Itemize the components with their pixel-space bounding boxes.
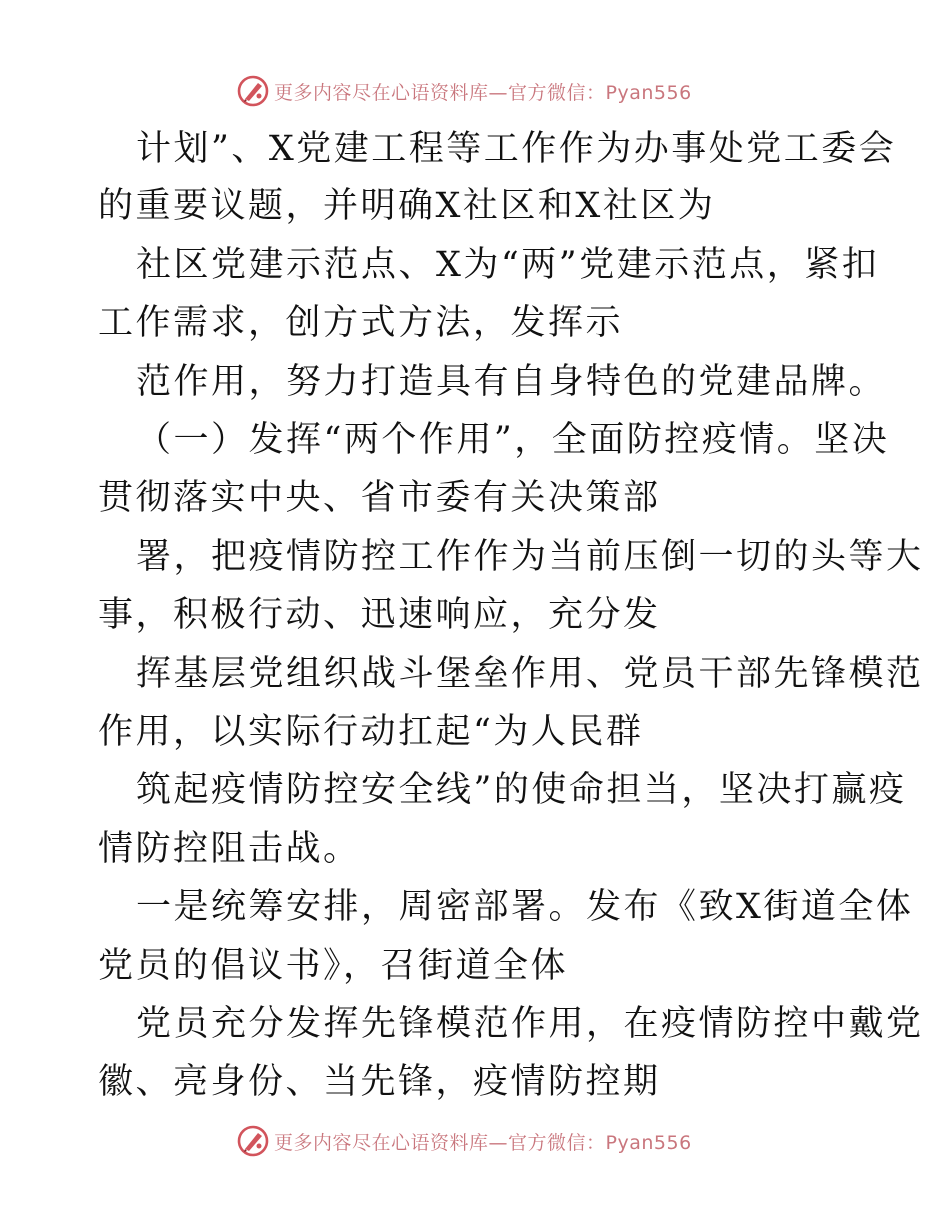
- footer-watermark: [236, 1124, 692, 1158]
- body-line: 计划”、X党建工程等工作作为办事处党工委会: [136, 129, 897, 169]
- body-line: 一是统筹安排，周密部署。发布《致X街道全体: [136, 887, 914, 927]
- body-line: 范作用，努力打造具有自身特色的党建品牌。: [136, 362, 887, 402]
- body-line: 徽、亮身份、当先锋，疫情防控期: [98, 1062, 661, 1102]
- body-line: 事，积极行动、迅速响应，充分发: [98, 595, 661, 635]
- watermark-text: 更多内容尽在心语资料库—官方微信：Pyan556: [274, 81, 692, 104]
- body-line: （一）发挥“两个作用”，全面防控疫情。坚决: [136, 420, 890, 460]
- watermark-text: 更多内容尽在心语资料库—官方微信：Pyan556: [274, 1131, 692, 1154]
- body-line: 党员的倡议书》，召街道全体: [98, 946, 569, 986]
- body-line: 贯彻落实中央、省市委有关决策部: [98, 478, 661, 518]
- body-line: 作用，以实际行动扛起“为人民群: [98, 712, 644, 752]
- body-line: 筑起疫情防控安全线”的使命担当，坚决打赢疫: [136, 770, 907, 810]
- body-line: 情防控阻击战。: [98, 829, 361, 869]
- body-line: 工作需求，创方式方法，发挥示: [98, 303, 624, 343]
- quill-pen-logo-icon: [236, 1124, 270, 1158]
- body-line: 党员充分发挥先锋模范作用，在疫情防控中戴党: [136, 1004, 924, 1044]
- body-line: 挥基层党组织战斗堡垒作用、党员干部先锋模范: [136, 654, 924, 694]
- body-line: 署，把疫情防控工作作为当前压倒一切的头等大: [136, 537, 924, 577]
- body-line: 的重要议题，并明确X社区和X社区为: [98, 186, 716, 226]
- body-line: 社区党建示范点、X为“两”党建示范点，紧扣: [136, 245, 880, 285]
